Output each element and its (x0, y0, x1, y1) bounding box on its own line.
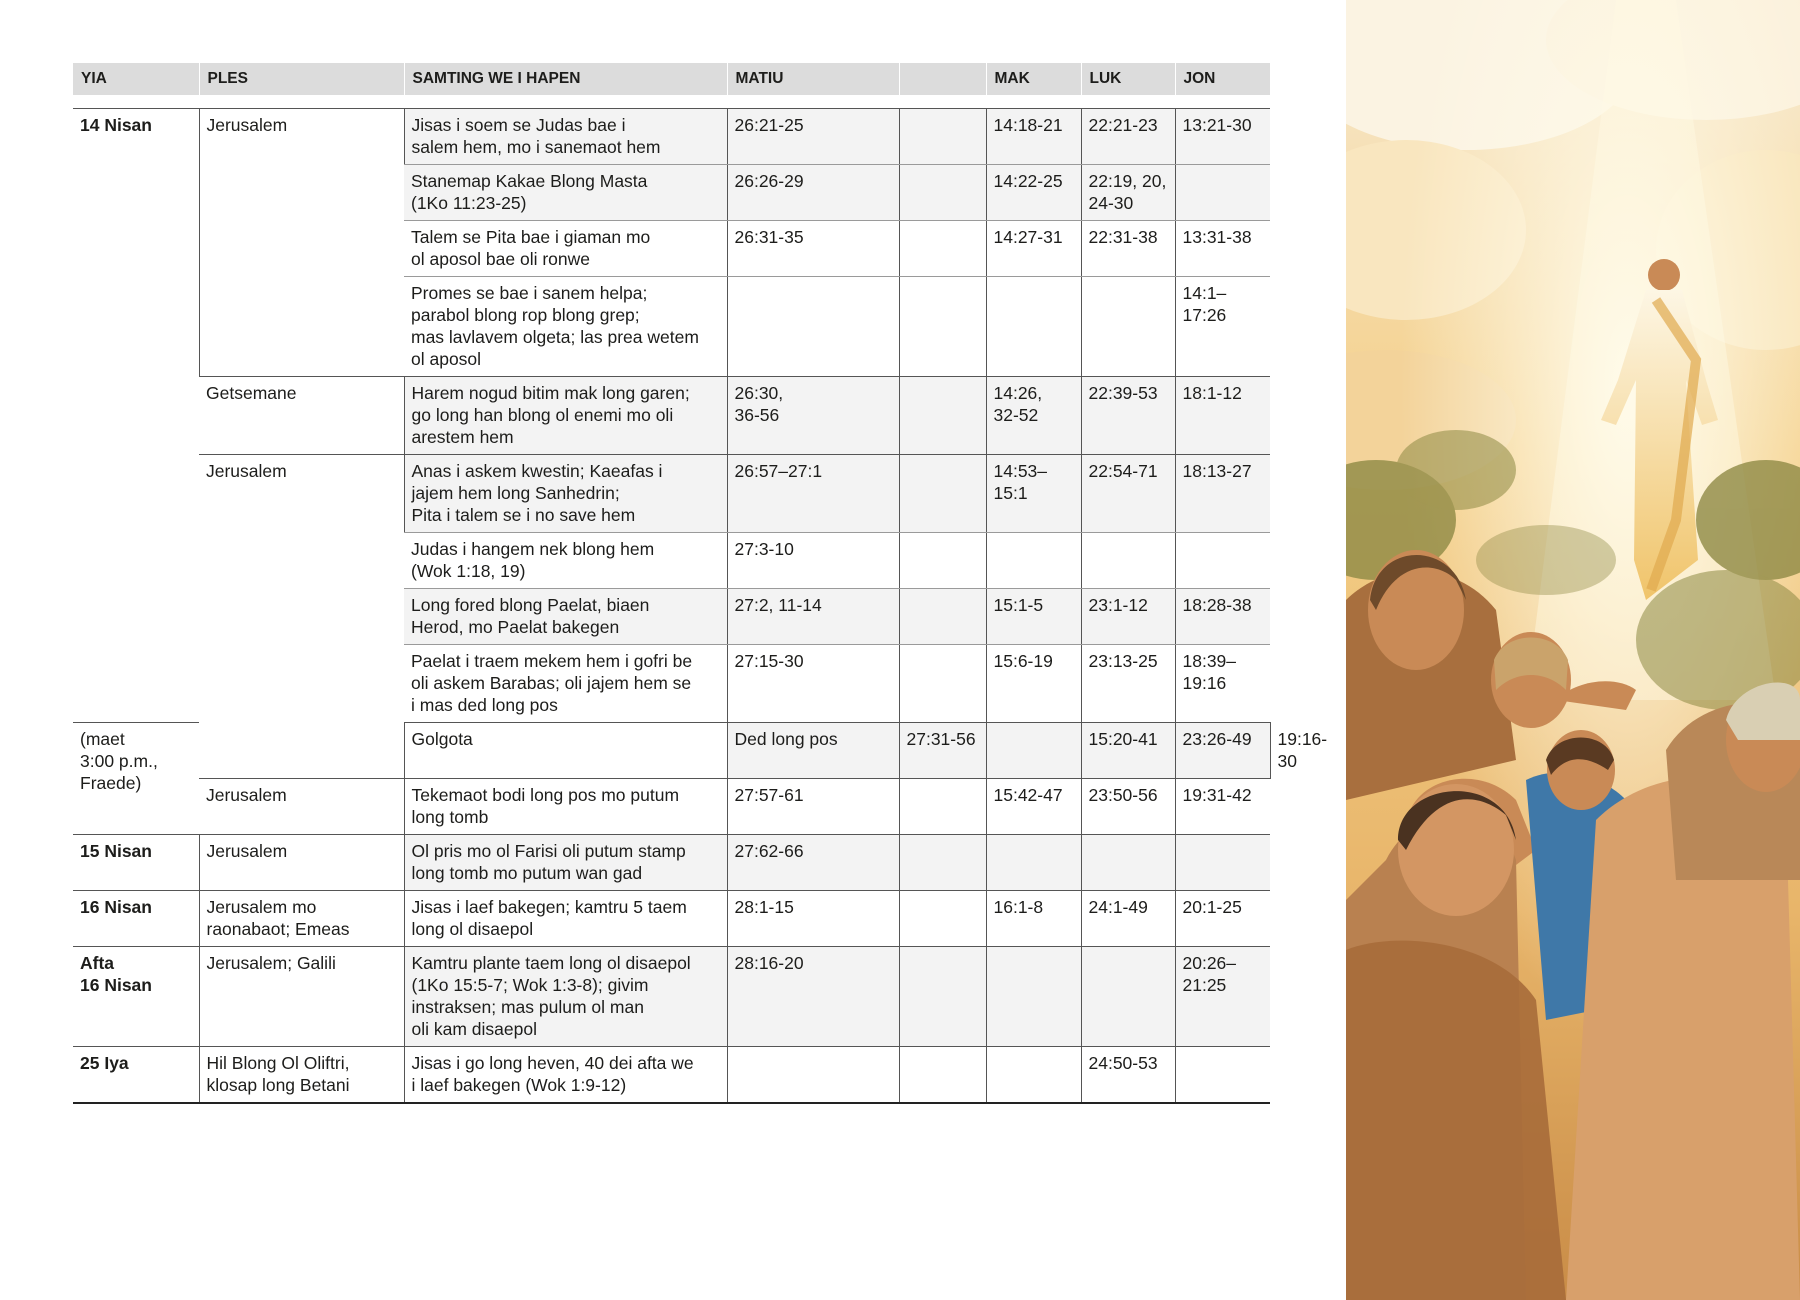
cell-mak (986, 277, 1081, 377)
cell-matiu: 26:26-29 (727, 165, 899, 221)
cell-luk: 24:50-53 (1081, 1046, 1175, 1103)
cell-matiu: 28:1-15 (727, 890, 899, 946)
table-row (73, 834, 1270, 890)
cell-blank (899, 221, 986, 277)
cell-mak (986, 533, 1081, 589)
cell-jon: 19:31-42 (1175, 778, 1270, 834)
cell-ples: Jerusalem (199, 778, 404, 834)
cell-blank (899, 834, 986, 890)
cell-jon: 14:1– 17:26 (1175, 277, 1270, 377)
cell-blank (899, 890, 986, 946)
cell-yia: Afta 16 Nisan (73, 946, 199, 1046)
cell-blank (899, 109, 986, 165)
cell-yia: 14 Nisan (73, 109, 199, 723)
cell-luk: 23:26-49 (1175, 723, 1270, 779)
cell-luk: 23:13-25 (1081, 645, 1175, 723)
cell-luk (1081, 946, 1175, 1046)
ascension-illustration (1346, 0, 1800, 1300)
cell-matiu: 27:3-10 (727, 533, 899, 589)
cell-luk: 22:31-38 (1081, 221, 1175, 277)
table-row: (maet 3:00 p.m., Fraede) Golgota Ded long pos 27:31-56 15:20-41 23:26-49 19:16-30 (73, 723, 1270, 779)
cell-yia: 25 Iya (73, 1046, 199, 1103)
cell-samting: Anas i askem kwestin; Kaeafas i jajem hem long Sanhedrin; Pita i talem se i no save hem (404, 455, 727, 533)
cell-jon: 13:31-38 (1175, 221, 1270, 277)
cell-yia: (maet 3:00 p.m., Fraede) (73, 723, 199, 835)
cell-samting: Tekemaot bodi long pos mo putum long tomb (404, 778, 727, 834)
table-header-row (73, 63, 1270, 95)
cell-samting: Jisas i laef bakegen; kamtru 5 taem long ol disaepol (404, 890, 727, 946)
cell-blank (899, 377, 986, 455)
cell-matiu: 28:16-20 (727, 946, 899, 1046)
cell-matiu: 27:15-30 (727, 645, 899, 723)
cell-ples: Getsemane (199, 377, 404, 455)
cell-jon: 18:39– 19:16 (1175, 645, 1270, 723)
cell-blank (899, 277, 986, 377)
table-row (73, 778, 1270, 834)
cell-matiu (727, 277, 899, 377)
cell-mak: 16:1-8 (986, 890, 1081, 946)
cell-mak: 15:20-41 (1081, 723, 1175, 779)
table-row (73, 455, 1270, 533)
cell-blank (899, 165, 986, 221)
cell-luk: 22:21-23 (1081, 109, 1175, 165)
header-samting: SAMTING WE I HAPEN (404, 63, 727, 95)
cell-blank (899, 778, 986, 834)
cell-matiu: 26:21-25 (727, 109, 899, 165)
cell-blank (899, 533, 986, 589)
cell-blank (899, 589, 986, 645)
header-jon: JON (1175, 63, 1270, 95)
cell-ples: Jerusalem (199, 109, 404, 377)
header-luk: LUK (1081, 63, 1175, 95)
cell-mak: 15:42-47 (986, 778, 1081, 834)
chronology-table (73, 63, 1328, 1104)
cell-yia: 15 Nisan (73, 834, 199, 890)
header-matiu: MATIU (727, 63, 899, 95)
cell-samting: Long fored blong Paelat, biaen Herod, mo Paelat bakegen (404, 589, 727, 645)
cell-samting: Stanemap Kakae Blong Masta (1Ko 11:23-25) (404, 165, 727, 221)
ascension-scene (1346, 0, 1800, 1300)
cell-mak: 15:1-5 (986, 589, 1081, 645)
cell-matiu: 27:31-56 (899, 723, 986, 779)
header-mak: MAK (986, 63, 1081, 95)
cell-jon (1175, 165, 1270, 221)
cell-samting: Harem nogud bitim mak long garen; go long han blong ol enemi mo oli arestem hem (404, 377, 727, 455)
cell-luk: 22:19, 20, 24-30 (1081, 165, 1175, 221)
cell-mak (986, 1046, 1081, 1103)
cell-mak: 14:53– 15:1 (986, 455, 1081, 533)
cell-ples: Jerusalem mo raonabaot; Emeas (199, 890, 404, 946)
table-row (73, 946, 1270, 1046)
cell-matiu: 26:30, 36-56 (727, 377, 899, 455)
cell-luk (1081, 277, 1175, 377)
cell-blank (899, 455, 986, 533)
table-row (73, 377, 1270, 455)
cell-ples: Hil Blong Ol Oliftri, klosap long Betani (199, 1046, 404, 1103)
cell-luk: 23:50-56 (1081, 778, 1175, 834)
cell-samting: Judas i hangem nek blong hem (Wok 1:18, 19) (404, 533, 727, 589)
cell-ples: Jerusalem (199, 455, 404, 779)
cell-jon (1175, 834, 1270, 890)
cell-samting: Talem se Pita bae i giaman mo ol aposol bae oli ronwe (404, 221, 727, 277)
table-body (73, 95, 1328, 1103)
cell-mak (986, 946, 1081, 1046)
cell-matiu: 26:31-35 (727, 221, 899, 277)
cell-samting: Promes se bae i sanem helpa; parabol blong rop blong grep; mas lavlavem olgeta; las prea wetem ol aposol (404, 277, 727, 377)
cell-matiu: 27:2, 11-14 (727, 589, 899, 645)
cell-ples: Jerusalem; Galili (199, 946, 404, 1046)
cell-samting: Paelat i traem mekem hem i gofri be oli askem Barabas; oli jajem hem se i mas ded long pos (404, 645, 727, 723)
cell-samting: Ded long pos (727, 723, 899, 779)
cell-matiu (727, 1046, 899, 1103)
table-row (73, 890, 1270, 946)
cell-blank (899, 645, 986, 723)
cell-luk (1081, 834, 1175, 890)
cell-samting: Jisas i go long heven, 40 dei afta we i laef bakegen (Wok 1:9-12) (404, 1046, 727, 1103)
cell-luk (1081, 533, 1175, 589)
cell-mak: 14:18-21 (986, 109, 1081, 165)
cell-samting: Jisas i soem se Judas bae i salem hem, mo i sanemaot hem (404, 109, 727, 165)
cell-blank (986, 723, 1081, 779)
cell-luk: 24:1-49 (1081, 890, 1175, 946)
cell-matiu: 26:57–27:1 (727, 455, 899, 533)
cell-mak (986, 834, 1081, 890)
cell-blank (899, 1046, 986, 1103)
cell-matiu: 27:57-61 (727, 778, 899, 834)
cell-mak: 14:22-25 (986, 165, 1081, 221)
cell-ples: Jerusalem (199, 834, 404, 890)
header-spacer (73, 95, 1270, 109)
cell-jon: 18:13-27 (1175, 455, 1270, 533)
cell-luk: 22:39-53 (1081, 377, 1175, 455)
table-row (73, 109, 1270, 165)
cell-jon (1175, 533, 1270, 589)
cell-jon (1175, 1046, 1270, 1103)
table-row (73, 1046, 1270, 1103)
cell-luk: 23:1-12 (1081, 589, 1175, 645)
cell-blank (899, 946, 986, 1046)
cell-jon: 20:26– 21:25 (1175, 946, 1270, 1046)
cell-jon: 18:28-38 (1175, 589, 1270, 645)
cell-mak: 14:27-31 (986, 221, 1081, 277)
cell-matiu: 27:62-66 (727, 834, 899, 890)
cell-ples: Golgota (404, 723, 727, 779)
cell-jon: 18:1-12 (1175, 377, 1270, 455)
cell-luk: 22:54-71 (1081, 455, 1175, 533)
cell-jon: 20:1-25 (1175, 890, 1270, 946)
header-yia: YIA (73, 63, 199, 95)
header-blank (899, 63, 986, 95)
cell-samting: Ol pris mo ol Farisi oli putum stamp long tomb mo putum wan gad (404, 834, 727, 890)
cell-mak: 14:26, 32-52 (986, 377, 1081, 455)
cell-mak: 15:6-19 (986, 645, 1081, 723)
cell-jon: 13:21-30 (1175, 109, 1270, 165)
cell-yia: 16 Nisan (73, 890, 199, 946)
header-ples: PLES (199, 63, 404, 95)
cell-samting: Kamtru plante taem long ol disaepol (1Ko 15:5-7; Wok 1:3-8); givim instraksen; mas pulum ol man oli kam disaepol (404, 946, 727, 1046)
